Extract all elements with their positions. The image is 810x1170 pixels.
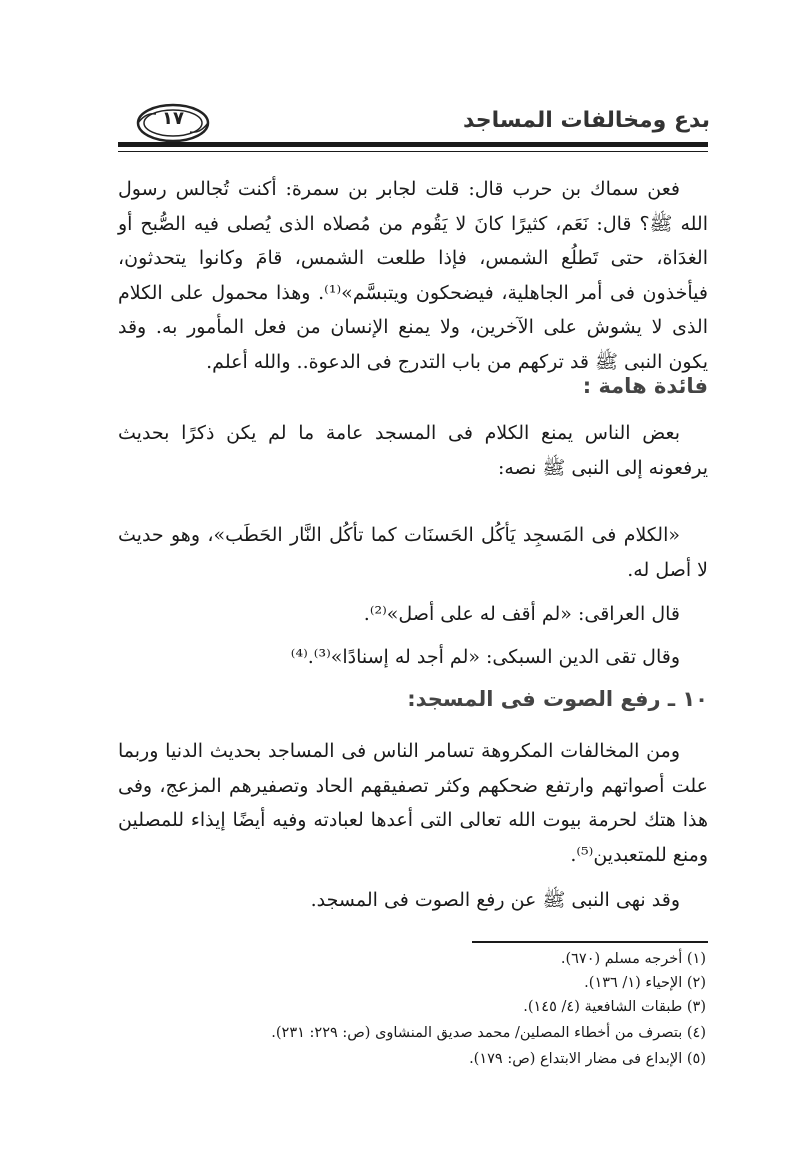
- section-heading: ١٠ ـ رفع الصوت فى المسجد:: [407, 687, 708, 711]
- footnote: (٣) طبقات الشافعية (٤/ ١٤٥).: [523, 999, 706, 1015]
- footnote-rule: [472, 941, 708, 943]
- footnote: (٢) الإحياء (١/ ١٣٦).: [584, 975, 706, 991]
- footnote: (١) أخرجه مسلم (٦٧٠).: [560, 951, 706, 967]
- header-rule-thin: [118, 151, 708, 152]
- body-paragraph: [118, 416, 708, 485]
- paragraph-text: بعض الناس يمنع الكلام فى المسجد عامة ما لم يكن ذكرًا بحديث يرفعونه إلى النبى ﷺ نصه:: [118, 422, 708, 479]
- section-heading: فائدة هامة :: [582, 374, 708, 398]
- page-number: ١٧: [162, 108, 184, 129]
- paragraph-text: وقد نهى النبى ﷺ عن رفع الصوت فى المسجد.: [310, 889, 680, 911]
- running-title: بدع ومخالفات المساجد: [463, 108, 710, 133]
- quote-line: وقال تقى الدين السبكى: «لم أجد له إسنادًا»⁽³⁾.⁽⁴⁾: [290, 646, 680, 668]
- footnote: (٥) الإبداع فى مضار الابتداع (ص: ١٧٩).: [469, 1051, 706, 1067]
- quote-line: قال العراقى: «لم أقف له على أصل»⁽²⁾.: [363, 603, 680, 625]
- paragraph-text: ومن المخالفات المكروهة تسامر الناس فى المساجد بحديث الدنيا وربما علت أصواتهم وارتفع ضحكهم وكثر تصفيقهم الحاد وتصفيرهم المزعج، وفى هذا هتك لحرمة بيوت الله تعالى التى أعدها لعبادته وفيه أيضًا إيذاء للمصلين ومنع للمتعبدين⁽⁵⁾.: [118, 740, 708, 866]
- header-rule-thick: [118, 142, 708, 147]
- paragraph-text: «الكلام فى المَسجِد يَأكُل الحَسنَات كما تأكُل النَّار الحَطَب»، وهو حديث لا أصل له.: [118, 524, 708, 581]
- paragraph-text: فعن سماك بن حرب قال: قلت لجابر بن سمرة: أكنت تُجالس رسول الله ﷺ؟ قال: نَعَم، كثيرًا كانَ لا يَقُوم من مُصلاه الذى يُصلى فيه الصُّبح أو الغدَاة، حتى تَطلُع الشمس، فإذا طلعت الشمس، قامَ وكانوا يتحدثون، فيأخذون فى أمر الجاهلية، فيضحكون ويتبسَّم»⁽¹⁾. وهذا محمول على الكلام الذى لا يشوش على الآخرين، ولا يمنع الإنسان من فعل المأمور به. وقد يكون النبى ﷺ قد تركهم من باب التدرج فى الدعوة.. والله أعلم.: [118, 178, 708, 373]
- body-paragraph: [118, 734, 708, 872]
- footnote: (٤) بتصرف من أخطاء المصلين/ محمد صديق المنشاوى (ص: ٢٢٩: ٢٣١).: [271, 1025, 706, 1041]
- body-paragraph: [118, 172, 708, 379]
- body-paragraph: [118, 518, 708, 587]
